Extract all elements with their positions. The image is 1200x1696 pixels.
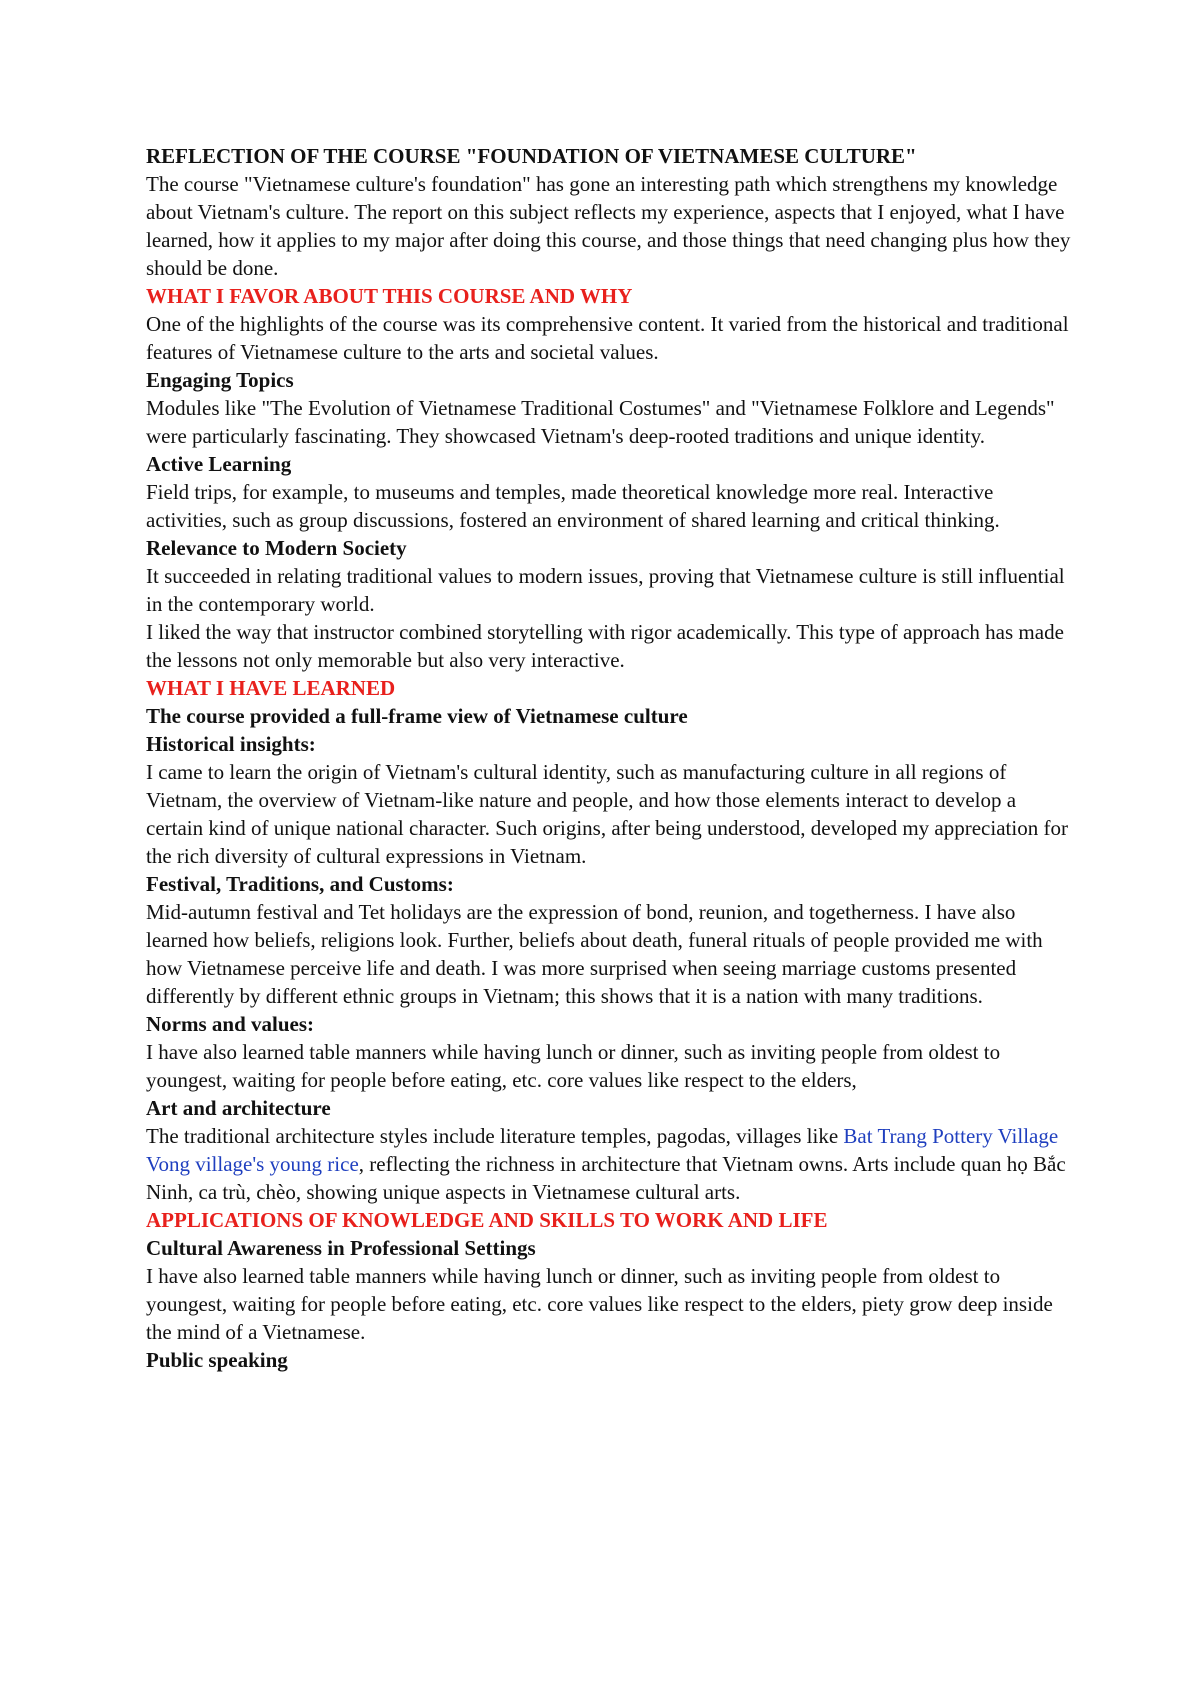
subheading-historical-insights: Historical insights: — [146, 732, 316, 756]
subheading-art-architecture: Art and architecture — [146, 1096, 331, 1120]
section-heading-favor: WHAT I FAVOR ABOUT THIS COURSE AND WHY — [146, 284, 633, 308]
subheading-norms-values: Norms and values: — [146, 1012, 315, 1036]
art-text-before: The traditional architecture styles include literature temples, pagodas, villages like — [146, 1124, 844, 1148]
engaging-topics-paragraph: Modules like "The Evolution of Vietnamese Traditional Costumes" and "Vietnamese Folklore and Legends" were particularly fascinating. They showcased Vietnam's deep-rooted traditions and unique identity. — [146, 396, 1055, 448]
historical-insights-paragraph: I came to learn the origin of Vietnam's cultural identity, such as manufacturing culture in all regions of Vietnam, the overview of Vietnam-like nature and people, and how those elements interact to develop a certain kind of unique national character. Such origins, after being understood, developed my appreciation for the rich diversity of cultural expressions in Vietnam. — [146, 760, 1068, 868]
subheading-public-speaking: Public speaking — [146, 1348, 288, 1372]
document-page — [146, 142, 1076, 1374]
relevance-paragraph: It succeeded in relating traditional values to modern issues, proving that Vietnamese culture is still influential in the contemporary world. — [146, 564, 1065, 616]
cultural-awareness-paragraph: I have also learned table manners while having lunch or dinner, such as inviting people from oldest to youngest, waiting for people before eating, etc. core values like respect to the elders, piety grow deep inside the mind of a Vietnamese. — [146, 1264, 1053, 1344]
document-title: REFLECTION OF THE COURSE "FOUNDATION OF VIETNAMESE CULTURE" — [146, 144, 917, 168]
learned-overview: The course provided a full-frame view of Vietnamese culture — [146, 704, 688, 728]
art-text-after: , reflecting the richness in architecture that Vietnam owns. Arts include quan họ Bắc Ninh, ca trù, chèo, showing unique aspects in Vietnamese cultural arts. — [146, 1152, 1066, 1204]
art-architecture-paragraph — [146, 1122, 1076, 1206]
section-heading-applications: APPLICATIONS OF KNOWLEDGE AND SKILLS TO WORK AND LIFE — [146, 1208, 828, 1232]
active-learning-paragraph: Field trips, for example, to museums and temples, made theoretical knowledge more real. Interactive activities, such as group discussions, fostered an environment of shared learning and critical thinking. — [146, 480, 1000, 532]
favor-closing-paragraph: I liked the way that instructor combined storytelling with rigor academically. This type of approach has made the lessons not only memorable but also very interactive. — [146, 620, 1064, 672]
subheading-active-learning: Active Learning — [146, 452, 292, 476]
subheading-festival-traditions: Festival, Traditions, and Customs: — [146, 872, 454, 896]
festival-traditions-paragraph: Mid-autumn festival and Tet holidays are the expression of bond, reunion, and togetherness. I have also learned how beliefs, religions look. Further, beliefs about death, funeral rituals of people provided me with how Vietnamese perceive life and death. I was more surprised when seeing marriage customs presented differently by different ethnic groups in Vietnam; this shows that it is a nation with many traditions. — [146, 900, 1043, 1008]
section-heading-learned: WHAT I HAVE LEARNED — [146, 676, 396, 700]
subheading-cultural-awareness: Cultural Awareness in Professional Settings — [146, 1236, 536, 1260]
favor-intro-paragraph: One of the highlights of the course was its comprehensive content. It varied from the historical and traditional features of Vietnamese culture to the arts and societal values. — [146, 312, 1069, 364]
norms-values-paragraph: I have also learned table manners while having lunch or dinner, such as inviting people from oldest to youngest, waiting for people before eating, etc. core values like respect to the elders, — [146, 1040, 1001, 1092]
bat-trang-link[interactable]: Bat Trang Pottery Village Vong village's young rice — [146, 1124, 1059, 1176]
subheading-relevance: Relevance to Modern Society — [146, 536, 407, 560]
intro-paragraph: The course "Vietnamese culture's foundation" has gone an interesting path which strengthens my knowledge about Vietnam's culture. The report on this subject reflects my experience, aspects that I enjoyed, what I have learned, how it applies to my major after doing this course, and those things that need changing plus how they should be done. — [146, 172, 1071, 280]
subheading-engaging-topics: Engaging Topics — [146, 368, 294, 392]
